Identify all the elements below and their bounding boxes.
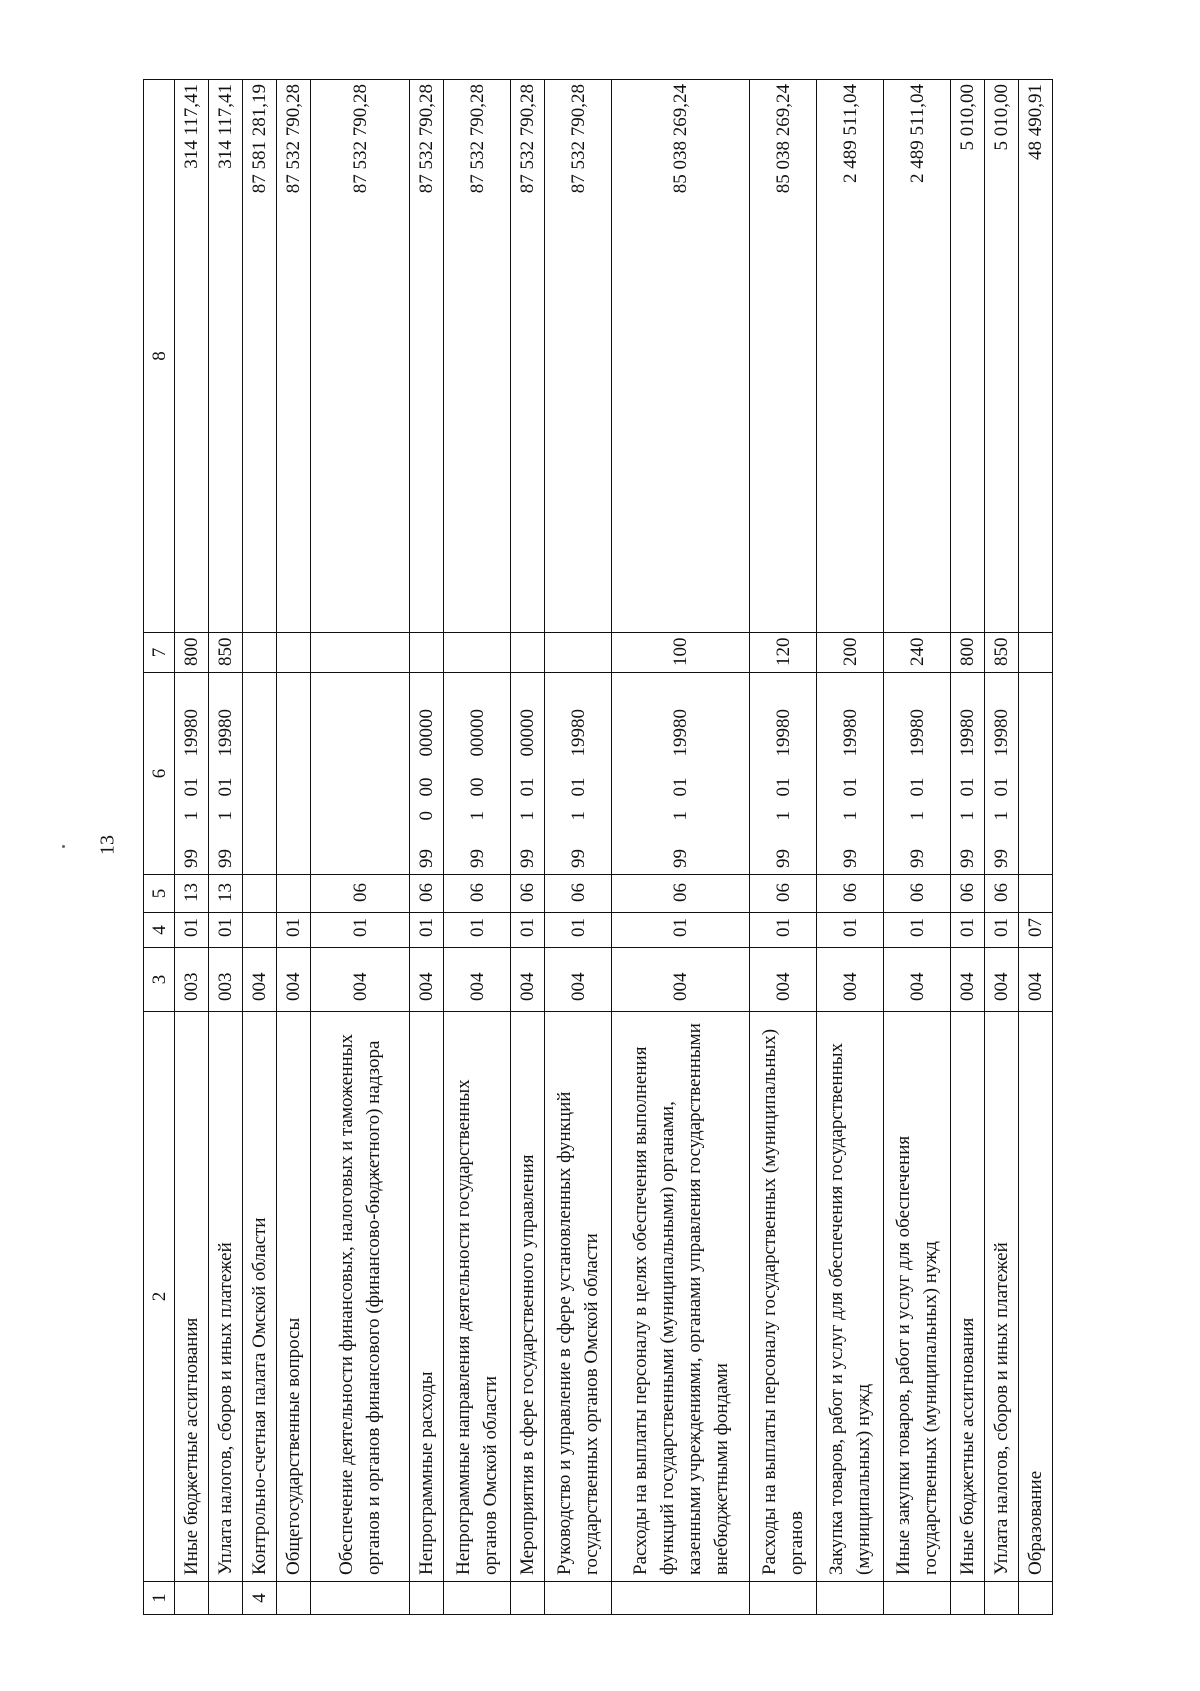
cell-c7 <box>410 633 444 673</box>
cell-c4: 01 <box>410 913 444 948</box>
cell-c1 <box>985 1582 1019 1615</box>
cell-c6b: 1 <box>817 803 884 827</box>
cell-c8: 87 532 790,28 <box>545 80 612 633</box>
cell-c5: 13 <box>209 875 243 913</box>
cell-c6d: 19980 <box>750 673 817 763</box>
cell-c8: 2 489 511,04 <box>817 80 884 633</box>
cell-c3: 004 <box>951 948 985 1012</box>
cell-c3: 004 <box>750 948 817 1012</box>
table-row <box>817 80 884 1615</box>
cell-c6b: 1 <box>444 803 511 827</box>
cell-c4: 01 <box>612 913 750 948</box>
cell-c8: 87 532 790,28 <box>511 80 545 633</box>
cell-c6a: 99 <box>410 827 444 875</box>
cell-c6a <box>277 827 311 875</box>
cell-c3: 004 <box>243 948 277 1012</box>
table-row <box>175 80 209 1615</box>
cell-c7 <box>444 633 511 673</box>
cell-c6a: 99 <box>511 827 545 875</box>
cell-c1 <box>410 1582 444 1615</box>
cell-c8: 85 038 269,24 <box>750 80 817 633</box>
header-cell: 3 <box>144 948 175 1012</box>
cell-c2: Контрольно-счетная палата Омской области <box>243 1012 277 1582</box>
cell-c3: 004 <box>1019 948 1053 1012</box>
cell-c7: 120 <box>750 633 817 673</box>
table-row <box>884 80 951 1615</box>
cell-c3: 004 <box>884 948 951 1012</box>
cell-c6b: 1 <box>884 803 951 827</box>
cell-c5: 06 <box>545 875 612 913</box>
table-body <box>144 80 1053 1615</box>
cell-c6d: 19980 <box>612 673 750 763</box>
cell-c8: 87 581 281,19 <box>243 80 277 633</box>
cell-c8: 314 117,41 <box>175 80 209 633</box>
cell-c6a: 99 <box>817 827 884 875</box>
cell-c7 <box>511 633 545 673</box>
cell-c3: 004 <box>545 948 612 1012</box>
cell-c8: 2 489 511,04 <box>884 80 951 633</box>
cell-c5: 06 <box>444 875 511 913</box>
cell-c6d: 00000 <box>410 673 444 763</box>
cell-c4: 01 <box>750 913 817 948</box>
cell-c6d: 00000 <box>444 673 511 763</box>
cell-c8: 87 532 790,28 <box>410 80 444 633</box>
cell-c1 <box>545 1582 612 1615</box>
cell-c1 <box>277 1582 311 1615</box>
table-row <box>410 80 444 1615</box>
cell-c6a: 99 <box>545 827 612 875</box>
cell-c8: 5 010,00 <box>951 80 985 633</box>
cell-c4: 07 <box>1019 913 1053 948</box>
cell-c6c: 00 <box>410 763 444 803</box>
cell-c7: 240 <box>884 633 951 673</box>
table-row <box>311 80 410 1615</box>
cell-c6a: 99 <box>209 827 243 875</box>
cell-c3: 004 <box>511 948 545 1012</box>
cell-c1 <box>311 1582 410 1615</box>
cell-c4: 01 <box>545 913 612 948</box>
cell-c6a: 99 <box>750 827 817 875</box>
cell-c2: Иные бюджетные ассигнования <box>175 1012 209 1582</box>
cell-c2: Уплата налогов, сборов и иных платежей <box>209 1012 243 1582</box>
header-cell: 7 <box>144 633 175 673</box>
table-row <box>444 80 511 1615</box>
cell-c5: 06 <box>612 875 750 913</box>
cell-c4: 01 <box>951 913 985 948</box>
table-row <box>985 80 1019 1615</box>
cell-c2: Иные закупки товаров, работ и услуг для обеспечения государственных (муниципальных) нужд <box>884 1012 951 1582</box>
cell-c6c: 01 <box>985 763 1019 803</box>
cell-c3: 004 <box>277 948 311 1012</box>
cell-c6c: 01 <box>612 763 750 803</box>
cell-c7: 850 <box>985 633 1019 673</box>
cell-c6a: 99 <box>884 827 951 875</box>
cell-c8: 5 010,00 <box>985 80 1019 633</box>
cell-c6c <box>243 763 277 803</box>
cell-c6c <box>277 763 311 803</box>
cell-c5: 13 <box>175 875 209 913</box>
cell-c6b: 1 <box>612 803 750 827</box>
cell-c6a: 99 <box>951 827 985 875</box>
header-cell: 1 <box>144 1582 175 1615</box>
header-cell: 6 <box>144 673 175 875</box>
cell-c5 <box>277 875 311 913</box>
cell-c2: Иные бюджетные ассигнования <box>951 1012 985 1582</box>
cell-c7 <box>1019 633 1053 673</box>
table-row <box>545 80 612 1615</box>
cell-c8: 87 532 790,28 <box>277 80 311 633</box>
cell-c1 <box>951 1582 985 1615</box>
cell-c6d <box>243 673 277 763</box>
table-row <box>277 80 311 1615</box>
cell-c7 <box>243 633 277 673</box>
cell-c4: 01 <box>511 913 545 948</box>
cell-c5: 06 <box>750 875 817 913</box>
cell-c6b: 1 <box>750 803 817 827</box>
cell-c1 <box>175 1582 209 1615</box>
cell-c1 <box>612 1582 750 1615</box>
cell-c6b <box>1019 803 1053 827</box>
cell-c7: 200 <box>817 633 884 673</box>
cell-c4: 01 <box>209 913 243 948</box>
cell-c6a: 99 <box>612 827 750 875</box>
cell-c4: 01 <box>175 913 209 948</box>
cell-c6d <box>1019 673 1053 763</box>
cell-c6c: 01 <box>817 763 884 803</box>
cell-c6b: 1 <box>951 803 985 827</box>
cell-c5: 06 <box>951 875 985 913</box>
cell-c6c: 00 <box>444 763 511 803</box>
cell-c4 <box>243 913 277 948</box>
table-row <box>1019 80 1053 1615</box>
cell-c5: 06 <box>985 875 1019 913</box>
cell-c6b: 0 <box>410 803 444 827</box>
cell-c5: 06 <box>410 875 444 913</box>
cell-c4: 01 <box>884 913 951 948</box>
cell-c3: 004 <box>985 948 1019 1012</box>
cell-c3: 004 <box>410 948 444 1012</box>
cell-c2: Уплата налогов, сборов и иных платежей <box>985 1012 1019 1582</box>
cell-c2: Расходы на выплаты персоналу в целях обеспечения выполнения функций государственными (муниципальными) органами, казенными учреждениями, органами управления государственными внебюджетными фондами <box>612 1012 750 1582</box>
cell-c6b: 1 <box>209 803 243 827</box>
header-cell: 8 <box>144 80 175 633</box>
cell-c7: 800 <box>951 633 985 673</box>
cell-c6c: 01 <box>884 763 951 803</box>
cell-c5: 06 <box>311 875 410 913</box>
cell-c7: 100 <box>612 633 750 673</box>
cell-c6d: 19980 <box>951 673 985 763</box>
cell-c4: 01 <box>985 913 1019 948</box>
page-number: 13 <box>96 835 119 855</box>
cell-c5: 06 <box>511 875 545 913</box>
cell-c6c: 01 <box>175 763 209 803</box>
cell-c6c: 01 <box>951 763 985 803</box>
cell-c1: 4 <box>243 1582 277 1615</box>
cell-c3: 003 <box>175 948 209 1012</box>
table-row <box>750 80 817 1615</box>
cell-c6d: 19980 <box>545 673 612 763</box>
cell-c4: 01 <box>817 913 884 948</box>
cell-c6b <box>243 803 277 827</box>
table-row <box>511 80 545 1615</box>
cell-c3: 004 <box>817 948 884 1012</box>
header-cell: 5 <box>144 875 175 913</box>
cell-c6c: 01 <box>511 763 545 803</box>
cell-c6b: 1 <box>545 803 612 827</box>
cell-c6d: 19980 <box>884 673 951 763</box>
cell-c2: Общегосударственные вопросы <box>277 1012 311 1582</box>
cell-c6d <box>277 673 311 763</box>
cell-c7 <box>545 633 612 673</box>
cell-c3: 003 <box>209 948 243 1012</box>
cell-c1 <box>444 1582 511 1615</box>
header-row <box>144 80 175 1615</box>
cell-c2: Образование <box>1019 1012 1053 1582</box>
cell-c1 <box>209 1582 243 1615</box>
header-cell: 2 <box>144 1012 175 1582</box>
cell-c2: Закупка товаров, работ и услуг для обеспечения государственных (муниципальных) нужд <box>817 1012 884 1582</box>
cell-c2: Расходы на выплаты персоналу государственных (муниципальных) органов <box>750 1012 817 1582</box>
cell-c5: 06 <box>884 875 951 913</box>
cell-c6d: 19980 <box>175 673 209 763</box>
cell-c6a: 99 <box>175 827 209 875</box>
cell-c2: Непрограммные расходы <box>410 1012 444 1582</box>
table-row <box>951 80 985 1615</box>
cell-c6b: 1 <box>985 803 1019 827</box>
header-cell: 4 <box>144 913 175 948</box>
cell-c8: 314 117,41 <box>209 80 243 633</box>
cell-c5 <box>243 875 277 913</box>
cell-c5 <box>1019 875 1053 913</box>
cell-c1 <box>884 1582 951 1615</box>
cell-c6a <box>243 827 277 875</box>
cell-c6c: 01 <box>750 763 817 803</box>
table-row <box>209 80 243 1615</box>
cell-c2: Обеспечение деятельности финансовых, налоговых и таможенных органов и органов финансового (финансово-бюджетного) надзора <box>311 1012 410 1582</box>
cell-c7 <box>311 633 410 673</box>
cell-c1 <box>817 1582 884 1615</box>
scan-dot <box>62 845 65 848</box>
cell-c3: 004 <box>612 948 750 1012</box>
cell-c1 <box>1019 1582 1053 1615</box>
cell-c6a <box>311 827 410 875</box>
cell-c6b: 1 <box>511 803 545 827</box>
cell-c8: 48 490,91 <box>1019 80 1053 633</box>
cell-c6a: 99 <box>444 827 511 875</box>
cell-c6b <box>277 803 311 827</box>
table-row <box>243 80 277 1615</box>
cell-c8: 87 532 790,28 <box>311 80 410 633</box>
cell-c6d: 00000 <box>511 673 545 763</box>
cell-c6c <box>311 763 410 803</box>
cell-c4: 01 <box>444 913 511 948</box>
cell-c7: 800 <box>175 633 209 673</box>
cell-c2: Непрограммные направления деятельности государственных органов Омской области <box>444 1012 511 1582</box>
cell-c3: 004 <box>311 948 410 1012</box>
cell-c6d <box>311 673 410 763</box>
cell-c4: 01 <box>277 913 311 948</box>
cell-c6d: 19980 <box>209 673 243 763</box>
cell-c3: 004 <box>444 948 511 1012</box>
cell-c4: 01 <box>311 913 410 948</box>
cell-c6b <box>311 803 410 827</box>
cell-c6c: 01 <box>209 763 243 803</box>
cell-c6b: 1 <box>175 803 209 827</box>
budget-table <box>143 79 1053 1615</box>
cell-c6c <box>1019 763 1053 803</box>
cell-c8: 85 038 269,24 <box>612 80 750 633</box>
cell-c2: Руководство и управление в сфере установленных функций государственных органов Омской области <box>545 1012 612 1582</box>
table-row <box>612 80 750 1615</box>
cell-c2: Мероприятия в сфере государственного управления <box>511 1012 545 1582</box>
cell-c5: 06 <box>817 875 884 913</box>
cell-c7 <box>277 633 311 673</box>
cell-c1 <box>750 1582 817 1615</box>
cell-c6a: 99 <box>985 827 1019 875</box>
cell-c6d: 19980 <box>817 673 884 763</box>
cell-c6c: 01 <box>545 763 612 803</box>
cell-c1 <box>511 1582 545 1615</box>
cell-c6a <box>1019 827 1053 875</box>
cell-c6d: 19980 <box>985 673 1019 763</box>
cell-c7: 850 <box>209 633 243 673</box>
rotated-table-container <box>143 80 1053 1615</box>
cell-c8: 87 532 790,28 <box>444 80 511 633</box>
